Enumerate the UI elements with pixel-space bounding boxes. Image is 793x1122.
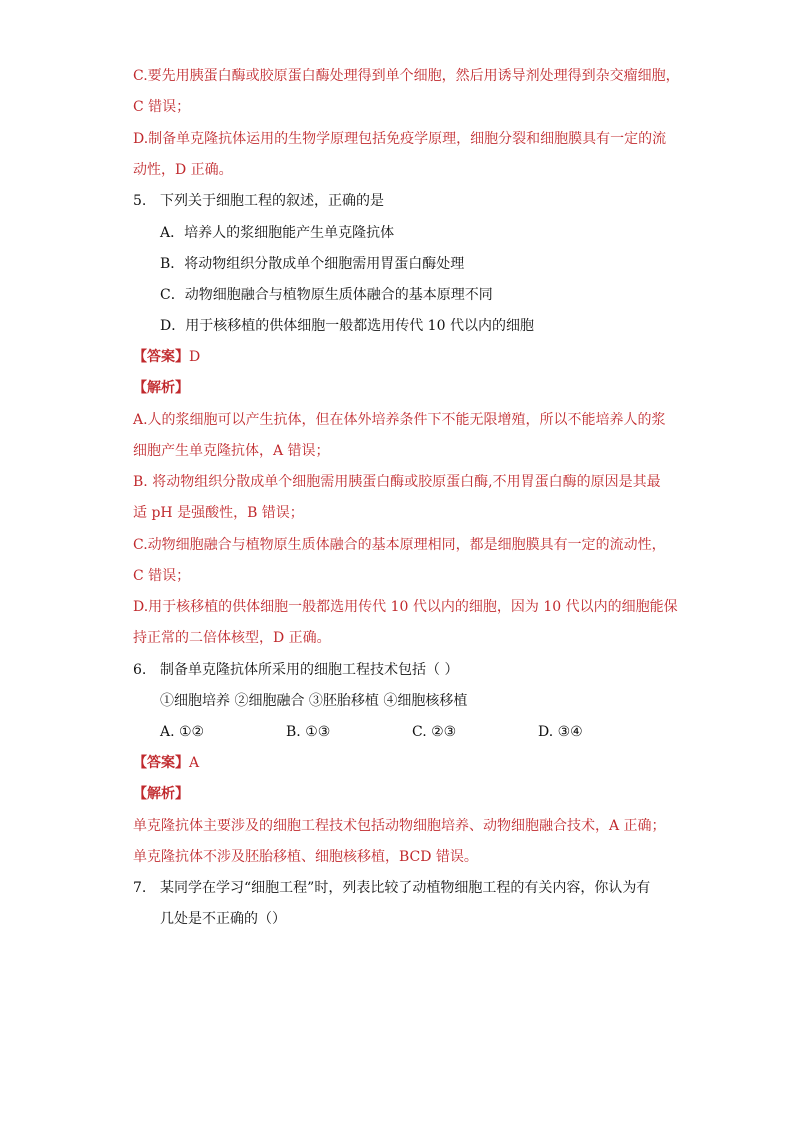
q5-answer-value: D: [189, 349, 201, 365]
q4-option-d-analysis-line1: D.制备单克隆抗体运用的生物学原理包括免疫学原理，细胞分裂和细胞膜具有一定的流: [133, 131, 667, 147]
q6-analysis-label: 【解析】: [133, 786, 189, 802]
q5-analysis-line: 持正常的二倍体核型，D 正确。: [133, 630, 331, 646]
q5-number: 5.: [133, 193, 147, 209]
q5-answer: [133, 347, 200, 367]
q6-answer-value: A: [189, 755, 200, 771]
q6-answer: [133, 753, 199, 773]
q5-answer-label: 【答案】: [133, 349, 189, 365]
q5-stem: 下列关于细胞工程的叙述，正确的是: [160, 193, 384, 209]
q6-answer-label: 【答案】: [133, 755, 189, 771]
q5-option-c: C．动物细胞融合与植物原生质体融合的基本原理不同: [160, 287, 493, 303]
q4-option-c-analysis-line2: C 错误；: [133, 99, 191, 115]
q7-stem-line1: 某同学在学习“细胞工程”时，列表比较了动植物细胞工程的有关内容，你认为有: [160, 880, 651, 896]
q6-option-c: C. ②③: [412, 724, 457, 740]
q6-number: 6.: [133, 662, 147, 678]
q5-analysis-label: 【解析】: [133, 380, 189, 396]
q5-option-a: A．培养人的浆细胞能产生单克隆抗体: [160, 225, 395, 241]
q6-items: ①细胞培养 ②细胞融合 ③胚胎移植 ④细胞核移植: [160, 693, 468, 709]
q5-analysis-line: 适 pH 是强酸性，B 错误；: [133, 505, 304, 521]
q5-option-b: B．将动物组织分散成单个细胞需用胃蛋白酶处理: [160, 256, 465, 272]
q5-analysis-line: B. 将动物组织分散成单个细胞需用胰蛋白酶或胶原蛋白酶,不用胃蛋白酶的原因是其最: [133, 474, 661, 490]
q5-analysis-line: A.人的浆细胞可以产生抗体，但在体外培养条件下不能无限增殖，所以不能培养人的浆: [133, 412, 666, 428]
q7-stem-line2: 几处是不正确的（）: [160, 911, 286, 927]
q6-analysis-line: 单克隆抗体不涉及胚胎移植、细胞核移植，BCD 错误。: [133, 849, 478, 865]
q5-analysis-line: 细胞产生单克隆抗体，A 错误；: [133, 443, 330, 459]
q5-option-d: D．用于核移植的供体细胞一般都选用传代 10 代以内的细胞: [160, 318, 534, 334]
q6-analysis-line: 单克隆抗体主要涉及的细胞工程技术包括动物细胞培养、动物细胞融合技术，A 正确；: [133, 818, 666, 834]
q7-number: 7.: [133, 880, 147, 896]
q4-option-c-analysis-line1: C.要先用胰蛋白酶或胶原蛋白酶处理得到单个细胞，然后用诱导剂处理得到杂交瘤细胞，: [133, 68, 680, 84]
q6-option-a: A. ①②: [160, 724, 205, 740]
q5-analysis-line: D.用于核移植的供体细胞一般都选用传代 10 代以内的细胞，因为 10 代以内的细胞能保: [133, 599, 678, 615]
q6-option-d: D. ③④: [538, 724, 583, 740]
q6-option-b: B. ①③: [286, 724, 331, 740]
q6-stem: 制备单克隆抗体所采用的细胞工程技术包括（ ）: [160, 662, 459, 678]
q5-analysis-line: C.动物细胞融合与植物原生质体融合的基本原理相同，都是细胞膜具有一定的流动性，: [133, 537, 666, 553]
q4-option-d-analysis-line2: 动性，D 正确。: [133, 162, 233, 178]
q5-analysis-line: C 错误；: [133, 568, 191, 584]
